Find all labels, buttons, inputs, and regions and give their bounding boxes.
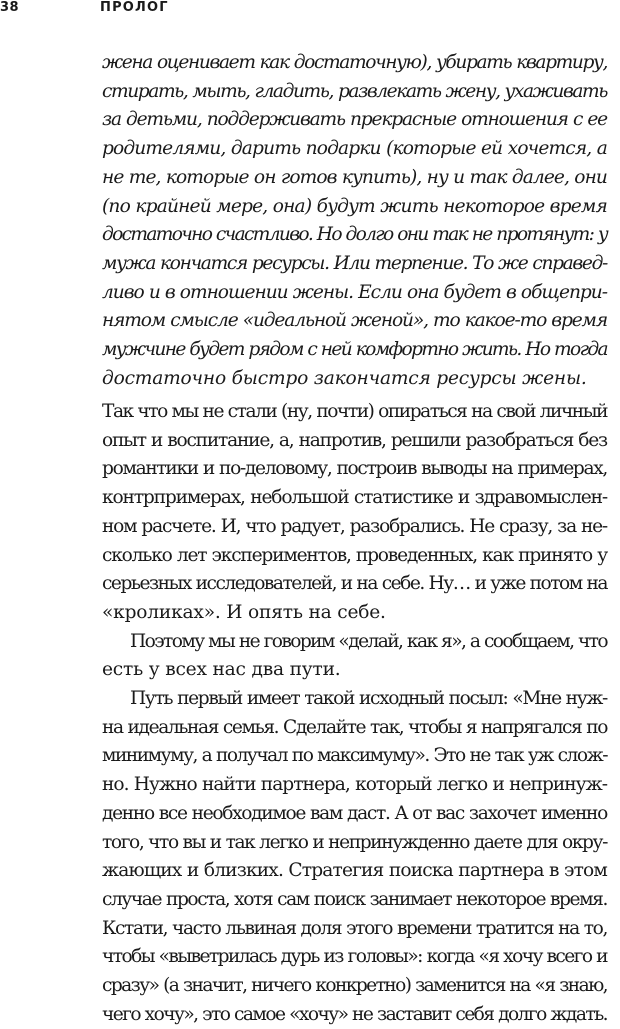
section-title: ПРОЛОГ [100, 0, 169, 15]
text-line: Поэтому мы не говорим «делай, как я», а сообщаем, что [130, 630, 607, 652]
quote-line: (по крайней мере, она) будут жить некоторое время [102, 195, 607, 217]
quote-line: мужа кончатся ресурсы. Или терпение. То же справед- [102, 252, 607, 274]
text-line: на идеальная семья. Сделайте так, чтобы я напрягался по [102, 716, 607, 738]
quote-line: достаточно быстро закончатся ресурсы жены. [102, 367, 587, 389]
text-line: ном расчете. И, что радует, разобрались. Не сразу, за не- [102, 515, 607, 537]
quote-line: не те, которые он готов купить), ну и так далее, они [102, 166, 607, 188]
text-line: того, что вы и так легко и непринужденно даете для окру- [102, 831, 607, 853]
text-line: чего хочу», это самое «хочу» не заставит себя долго ждать. [102, 1003, 607, 1025]
quote-line: ливо и в отношении жены. Если она будет в общепри- [102, 281, 607, 303]
text-line: но. Нужно найти партнера, который легко и непринуж- [102, 774, 607, 796]
quote-line: за детьми, поддерживать прекрасные отношения с ее [102, 109, 607, 131]
paragraph-2 [102, 628, 607, 685]
running-head [0, 0, 169, 22]
quote-line: жена оценивает как достаточную), убирать квартиру, [102, 52, 607, 73]
text-line: чтобы «выветрилась дурь из головы»: когда «я хочу всего и [102, 946, 607, 968]
text-line: контрпримерах, небольшой статистике и здравомыслен- [102, 487, 607, 509]
quote-line: нятом смысле «идеальной женой», то какое-то время [102, 310, 607, 332]
text-line: Путь первый имеет такой исходный посыл: «Мне нуж- [130, 688, 607, 710]
text-line: опыт и воспитание, а, напротив, решили разобраться без [102, 429, 607, 451]
text-line: серьезных исследователей, и на себе. Ну… и уже потом на [102, 573, 607, 595]
paragraph-1 [102, 398, 607, 628]
text-line: Кстати, часто львиная доля этого времени тратится на то, [102, 917, 607, 939]
text-line: есть у всех нас два пути. [102, 659, 341, 681]
paragraph-3 [102, 685, 607, 1029]
text-line: минимуму, а получал по максимуму». Это не так уж слож- [102, 745, 607, 767]
italic-quote-block [102, 49, 607, 393]
body-text [102, 398, 607, 1029]
quote-line: стирать, мыть, гладить, развлекать жену, ухаживать [102, 80, 607, 102]
text-line: жающих и близких. Стратегия поиска партнера в этом [102, 860, 607, 882]
page-number: 38 [0, 0, 20, 15]
quote-line: достаточно счастливо. Но долго они так не протянут: у [102, 224, 607, 246]
text-line: «кроликах». И опять на себе. [102, 601, 386, 623]
text-line: сразу» (а значит, ничего конкретно) заменится на «я знаю, [102, 975, 607, 997]
quote-line: мужчине будет рядом с ней комфортно жить. Но тогда [102, 339, 607, 361]
text-line: сколько лет экспериментов, проведенных, как принято у [102, 544, 607, 566]
text-line: денно все необходимое вам даст. А от вас захочет именно [102, 802, 607, 824]
quote-line: родителями, дарить подарки (которые ей хочется, а [102, 138, 607, 160]
text-line: случае проста, хотя сам поиск занимает некоторое время. [102, 888, 607, 910]
text-line: Так что мы не стали (ну, почти) опираться на свой личный [102, 401, 607, 422]
text-line: романтики и по-деловому, построив выводы на примерах, [102, 458, 607, 480]
